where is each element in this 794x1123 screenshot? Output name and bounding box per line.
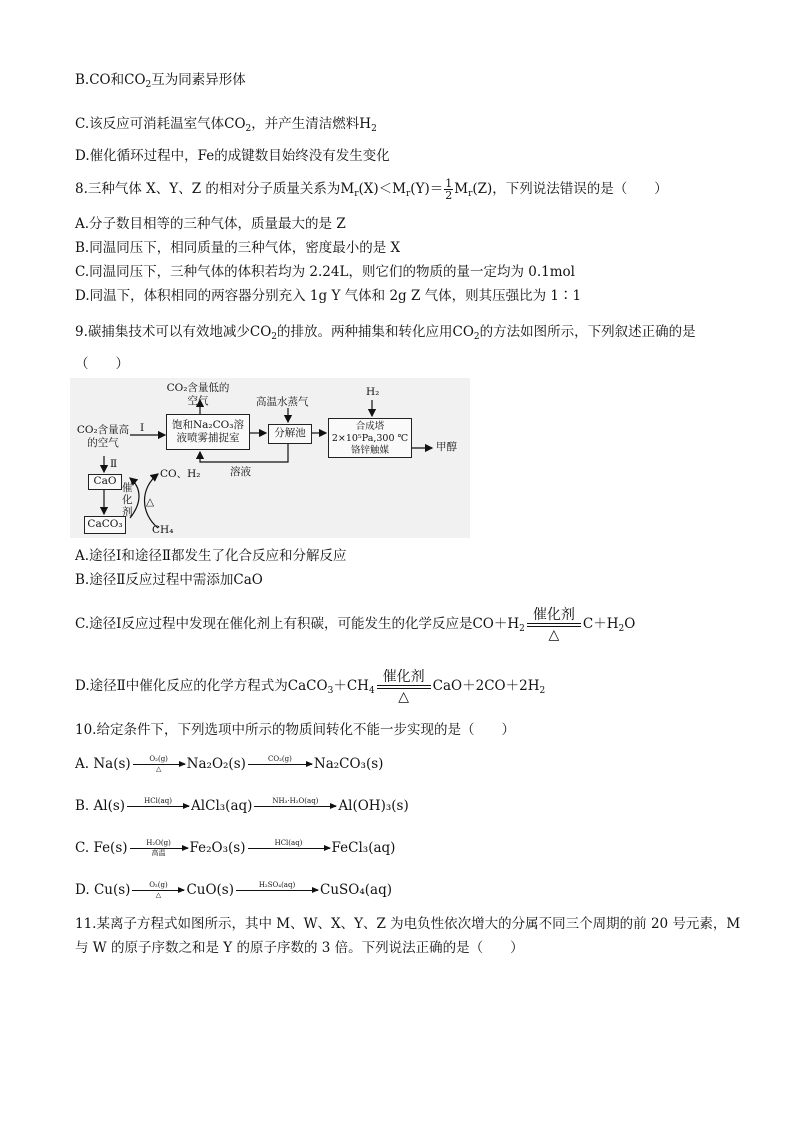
q8-option-b: B.同温同压下，相同质量的三种气体，密度最小的是 X — [75, 240, 401, 256]
synthesis-tower-box: 合成塔 2×10⁵Pa,300 ℃ 铬锌触媒 — [328, 418, 412, 458]
ch4-label: CH₄ — [152, 524, 174, 536]
reaction-condition-arrow: 催化剂 △ — [527, 607, 581, 643]
q7-option-d: D.催化循环过程中，Fe的成键数目始终没有发生变化 — [75, 148, 390, 164]
conversion-arrow: H₂SO₄(aq) — [236, 881, 318, 900]
q9-option-d: D.途径Ⅱ中催化反应的化学方程式为$CaCO_3+CH_4$ 催化剂 △ $CaO+2CO+2H_2$ — [75, 668, 546, 705]
h2-label: H₂ — [366, 386, 380, 398]
conversion-arrow: O₂(g) △ — [133, 755, 185, 774]
heat-triangle-label: △ — [146, 496, 155, 508]
q9-option-b: B.途径Ⅱ反应过程中需添加CaO — [75, 572, 263, 588]
fraction-one-half: $\frac{1}{2}$ — [445, 177, 453, 202]
q10-option-b: B. Al(s) HCl(aq) AlCl₃(aq) NH₃·H₂O(aq) Al(OH)₃(s) — [75, 797, 409, 814]
conversion-arrow: H₂O(g) 高温 — [130, 839, 188, 858]
q11-stem-line2: 与 W 的原子序数之和是 Y 的原子序数的 3 倍。下列说法正确的是（ ） — [75, 940, 524, 956]
co-h2-label: CO、H₂ — [160, 468, 201, 480]
q7-option-c: C.该反应可消耗温室气体$CO_2$，并产生清洁燃料$H_2$ — [75, 116, 377, 134]
route-two-label: Ⅱ — [110, 458, 118, 470]
low-co2-air-label: CO₂含量低的空气 — [166, 382, 230, 407]
conversion-arrow: NH₃·H₂O(aq) — [254, 797, 336, 816]
route-one-label: Ⅰ — [140, 422, 145, 434]
carbon-capture-diagram — [70, 378, 470, 538]
q8-option-c: C.同温同压下，三种气体的体积若均为 2.24L，则它们的物质的量一定均为 0.1mol — [75, 264, 575, 280]
q10-option-a: A. Na(s) O₂(g) △ Na₂O₂(s) CO₂(g) Na₂CO₃(s) — [75, 755, 384, 773]
spray-capture-box: 饱和Na₂CO₃溶液喷雾捕捉室 — [166, 414, 250, 450]
q9-option-c: C.途径Ⅰ反应过程中发现在催化剂上有积碳，可能发生的化学反应是$CO+H_2$ 催化剂 △ $C+H_2O$ — [75, 606, 636, 643]
cao-box: CaO — [88, 474, 122, 490]
conversion-arrow: HCl(aq) — [248, 839, 330, 858]
methanol-label: 甲醇 — [436, 441, 457, 453]
conversion-arrow: HCl(aq) — [127, 797, 189, 816]
decomposition-box: 分解池 — [268, 424, 312, 444]
conversion-arrow: CO₂(g) — [248, 755, 312, 774]
q10-stem: 10.给定条件下，下列选项中所示的物质间转化不能一步实现的是（ ） — [75, 722, 515, 738]
q7-option-b: B.CO和$CO_2$互为同素异形体 — [75, 72, 246, 90]
q8-stem: 8.三种气体 X、Y、Z 的相对分子质量关系为$M_r(X)<M_r(Y)=$ $\frac{1}{2}$ $M_r(Z)$，下列说法错误的是（ ） — [75, 177, 668, 202]
conversion-arrow: O₂(g) △ — [132, 881, 184, 900]
caco3-box: CaCO₃ — [84, 516, 126, 534]
q10-option-d: D. Cu(s) O₂(g) △ CuO(s) H₂SO₄(aq) CuSO₄(aq) — [75, 881, 392, 899]
reaction-condition-arrow: 催化剂 △ — [377, 669, 431, 705]
steam-label: 高温水蒸气 — [256, 396, 309, 408]
q9-stem: 9.碳捕集技术可以有效地减少$CO_2$的排放。两种捕集和转化应用$CO_2$的方法如图所示，下列叙述正确的是 — [75, 324, 696, 342]
q8-option-a: A.分子数目相等的三种气体，质量最大的是 Z — [75, 216, 346, 232]
q10-option-c: C. Fe(s) H₂O(g) 高温 Fe₂O₃(s) HCl(aq) FeCl₃(aq) — [75, 839, 396, 857]
q11-stem-line1: 11.某离子方程式如图所示，其中 M、W、X、Y、Z 为电负性依次增大的分属不同三个周期的前 20 号元素，M — [75, 916, 741, 932]
q9-stem-paren: （ ） — [75, 356, 129, 372]
solution-label: 溶液 — [230, 466, 251, 478]
high-co2-air-label: CO₂含量高的空气 — [76, 424, 130, 449]
q8-option-d: D.同温下，体积相同的两容器分别充入 1g Y 气体和 2g Z 气体，则其压强比为 1∶1 — [75, 288, 582, 304]
q9-option-a: A.途径Ⅰ和途径Ⅱ都发生了化合反应和分解反应 — [75, 548, 347, 564]
catalyst-label: 催化剂 — [122, 482, 133, 518]
